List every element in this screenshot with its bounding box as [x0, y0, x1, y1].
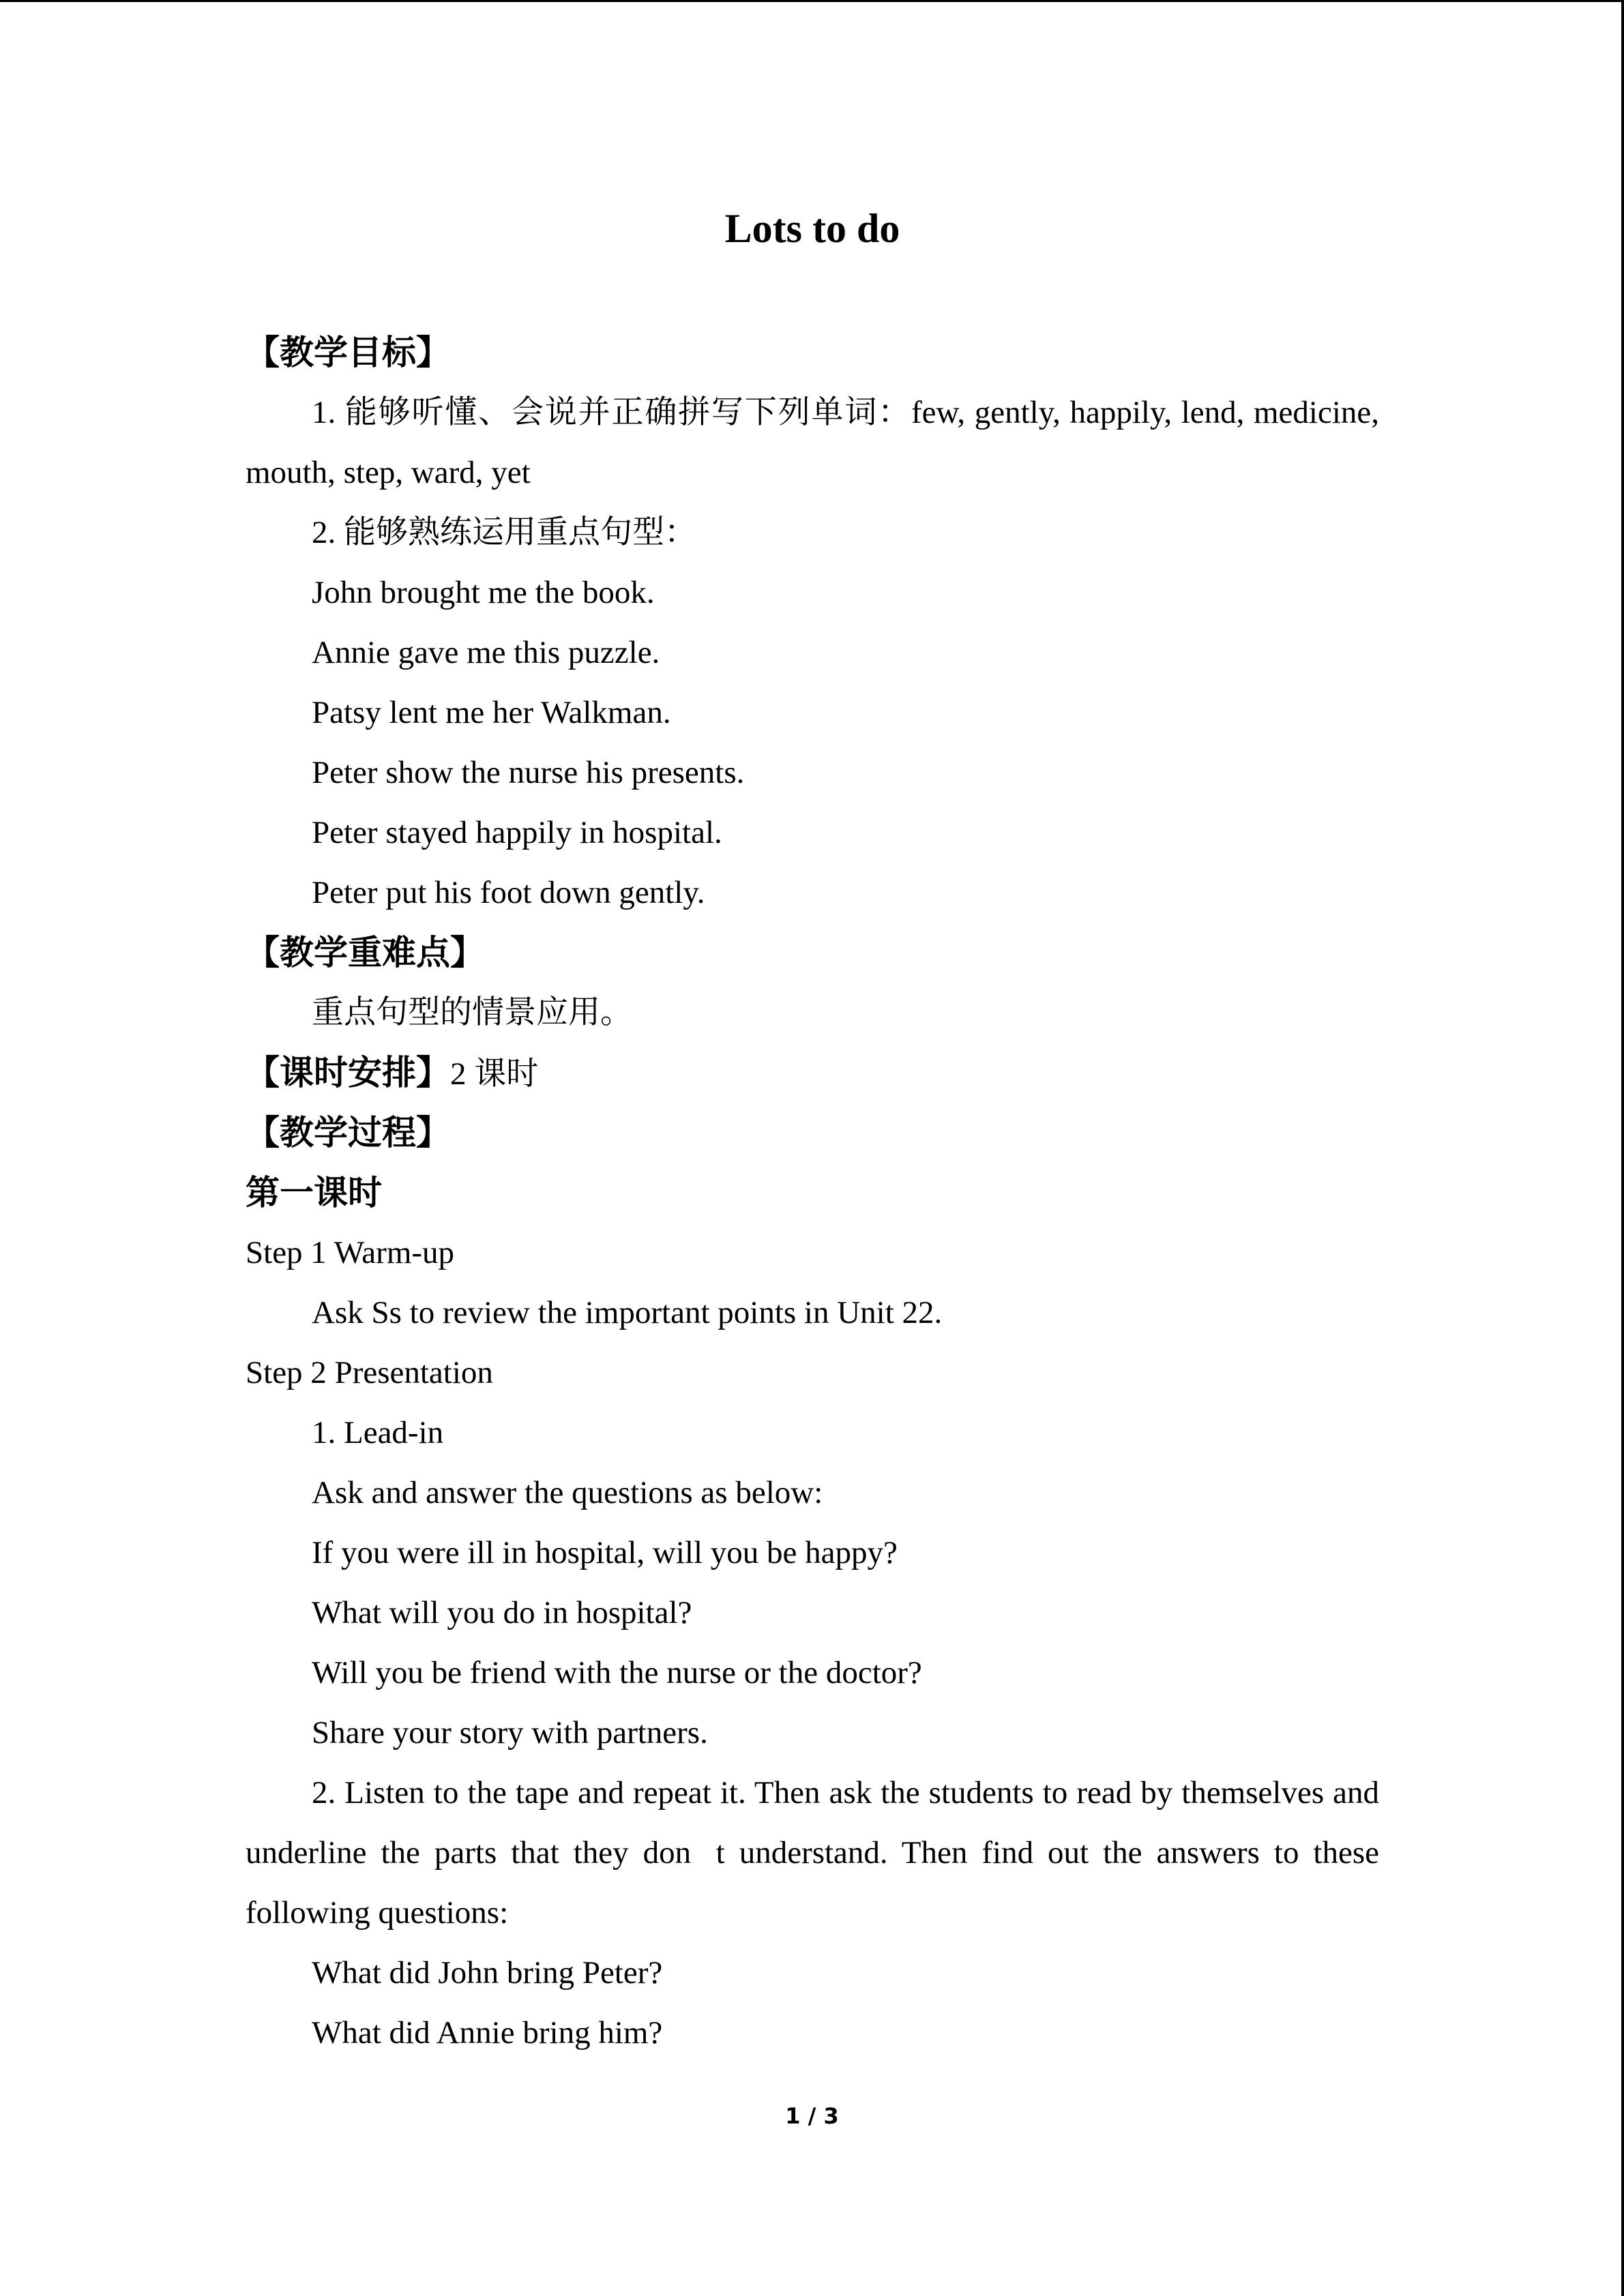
difficulty-text: 重点句型的情景应用。: [312, 995, 632, 1030]
key-sentence: Patsy lent me her Walkman.: [312, 695, 671, 730]
listen-question: What did John bring Peter?: [312, 1955, 663, 1991]
page-number: 1 / 3: [785, 2103, 839, 2129]
page-title: Lots to do: [724, 206, 900, 251]
listen-paragraph-line-3: following questions:: [246, 1895, 509, 1930]
listen-paragraph-line-2: underline the parts that they don t understand. Then find out the answers to these: [246, 1835, 1379, 1870]
schedule-heading: 【课时安排】: [246, 1053, 450, 1092]
key-sentence: John brought me the book.: [312, 575, 655, 610]
lead-in-question: Share your story with partners.: [312, 1715, 708, 1750]
key-sentence: Peter stayed happily in hospital.: [312, 815, 722, 850]
page-top-border: [0, 0, 1624, 2]
lead-in-question: What will you do in hospital?: [312, 1595, 692, 1630]
objectives-heading: 【教学目标】: [246, 333, 450, 372]
listen-paragraph-line-1: 2. Listen to the tape and repeat it. Then ask the students to read by themselves and: [312, 1775, 1379, 1810]
lesson-heading: 第一课时: [246, 1173, 382, 1212]
lead-in-question: Will you be friend with the nurse or the doctor?: [312, 1655, 922, 1690]
objective-2: 2. 能够熟练运用重点句型：: [312, 515, 696, 550]
listen-question: What did Annie bring him?: [312, 2015, 663, 2051]
schedule-value: 2 课时: [450, 1056, 539, 1092]
key-sentence: Annie gave me this puzzle.: [312, 635, 660, 670]
key-sentence: Peter show the nurse his presents.: [312, 755, 745, 790]
lead-in-title: 1. Lead-in: [312, 1415, 444, 1450]
objective-1-line-2: mouth, step, ward, yet: [246, 455, 531, 490]
process-heading: 【教学过程】: [246, 1113, 450, 1152]
document-body: [246, 323, 1379, 2063]
objective-1-line-1: 1. 能够听懂、会说并正确拼写下列单词：few, gently, happily, lend, medicine,: [312, 395, 1379, 430]
step-1-title: Step 1 Warm-up: [246, 1235, 455, 1270]
difficulty-heading: 【教学重难点】: [246, 933, 484, 972]
key-sentence: Peter put his foot down gently.: [312, 875, 705, 910]
lead-in-question: If you were ill in hospital, will you be happy?: [312, 1535, 898, 1570]
lead-in-intro: Ask and answer the questions as below:: [312, 1475, 823, 1510]
schedule-line: [246, 1043, 1379, 1103]
step-2-title: Step 2 Presentation: [246, 1355, 493, 1390]
step-1-text: Ask Ss to review the important points in Unit 22.: [312, 1295, 943, 1330]
page-right-border: [1621, 0, 1624, 2296]
